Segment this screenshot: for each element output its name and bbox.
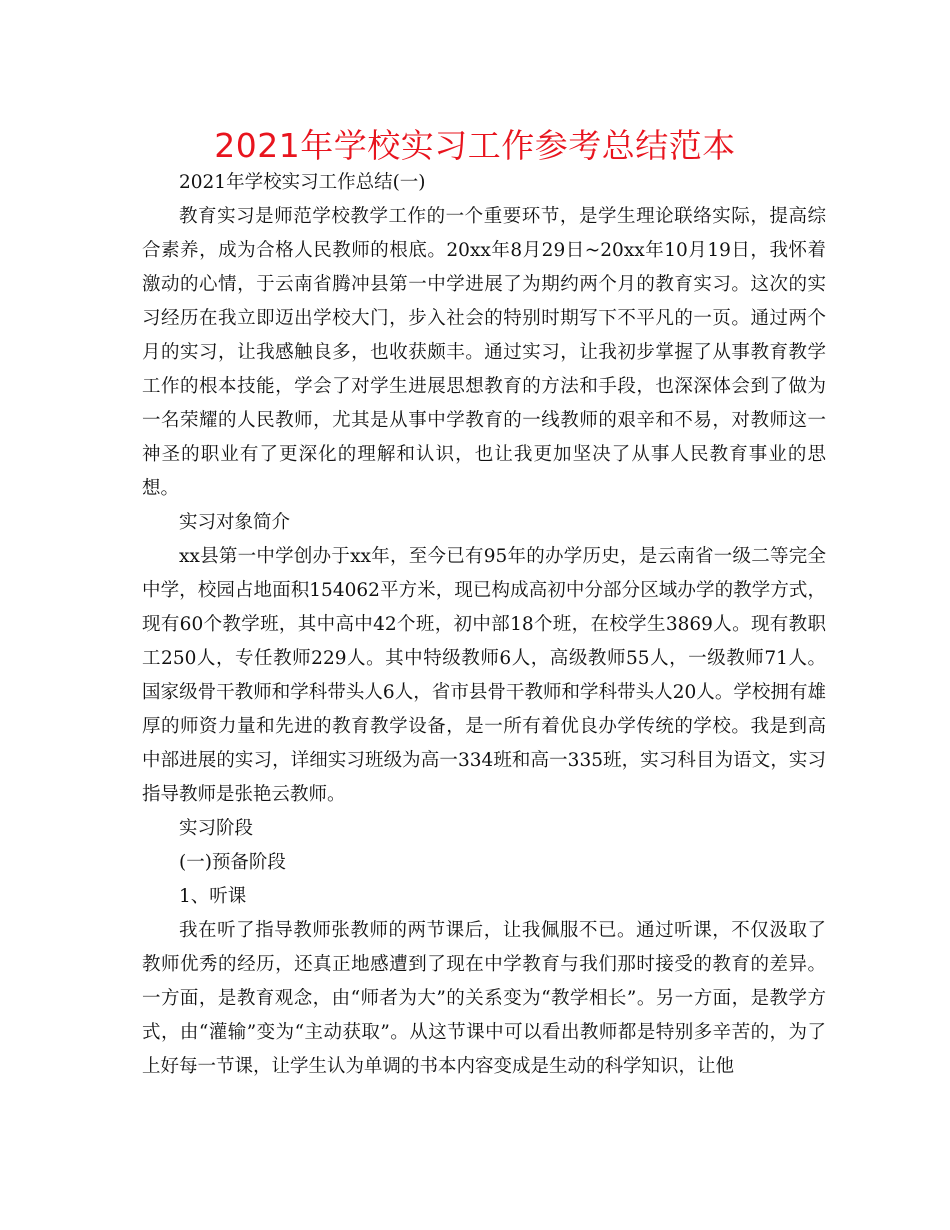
subsection-heading-prep: (一)预备阶段 xyxy=(179,852,286,873)
document-title: 2021年学校实习工作参考总结范本 xyxy=(214,126,736,165)
document-body xyxy=(142,166,826,1084)
section-heading-intern-stage: 实习阶段 xyxy=(179,818,254,839)
paragraph-subtitle: 2021年学校实习工作总结(一) xyxy=(179,172,426,193)
paragraph-intro: 教育实习是师范学校教学工作的一个重要环节，是学生理论联络实际，提高综合素养，成为合格人民教师的根底。20xx年8月29日~20xx年10月19日，我怀着激动的心情，于云南省腾冲县第一中学进展了为期约两个月的教育实习。这次的实习经历在我立即迈出学校大门，步入社会的特别时期写下不平凡的一页。通过两个月的实习，让我感触良多，也收获颇丰。通过实习，让我初步掌握了从事教育教学工作的根本技能，学会了对学生进展思想教育的方法和手段，也深深体会到了做为一名荣耀的人民教师，尤其是从事中学教育的一线教师的艰辛和不易，对教师这一神圣的职业有了更深化的理解和认识，也让我更加坚决了从事人民教育事业的思想。 xyxy=(142,206,826,499)
paragraph-listen: 我在听了指导教师张教师的两节课后，让我佩服不已。通过听课，不仅汲取了教师优秀的经历，还真正地感遭到了现在中学教育与我们那时接受的教育的差异。一方面，是教育观念，由“师者为大”的关系变为“教学相长”。另一方面，是教学方式，由“灌输”变为“主动获取”。从这节课中可以看出教师都是特别多辛苦的，为了上好每一节课，让学生认为单调的书本内容变成是生动的科学知识，让他 xyxy=(142,920,826,1077)
item-heading-listen: 1、听课 xyxy=(179,886,247,907)
section-heading-intern-target: 实习对象简介 xyxy=(179,512,291,533)
paragraph-school-intro: xx县第一中学创办于xx年，至今已有95年的办学历史，是云南省一级二等完全中学，校园占地面积154062平方米，现已构成高初中分部分区域办学的教学方式，现有60个教学班，其中高中42个班，初中部18个班，在校学生3869人。现有教职工250人，专任教师229人。其中特级教师6人，高级教师55人，一级教师71人。国家级骨干教师和学科带头人6人，省市县骨干教师和学科带头人20人。学校拥有雄厚的师资力量和先进的教育教学设备，是一所有着优良办学传统的学校。我是到高中部进展的实习，详细实习班级为高一334班和高一335班，实习科目为语文，实习指导教师是张艳云教师。 xyxy=(142,546,826,805)
